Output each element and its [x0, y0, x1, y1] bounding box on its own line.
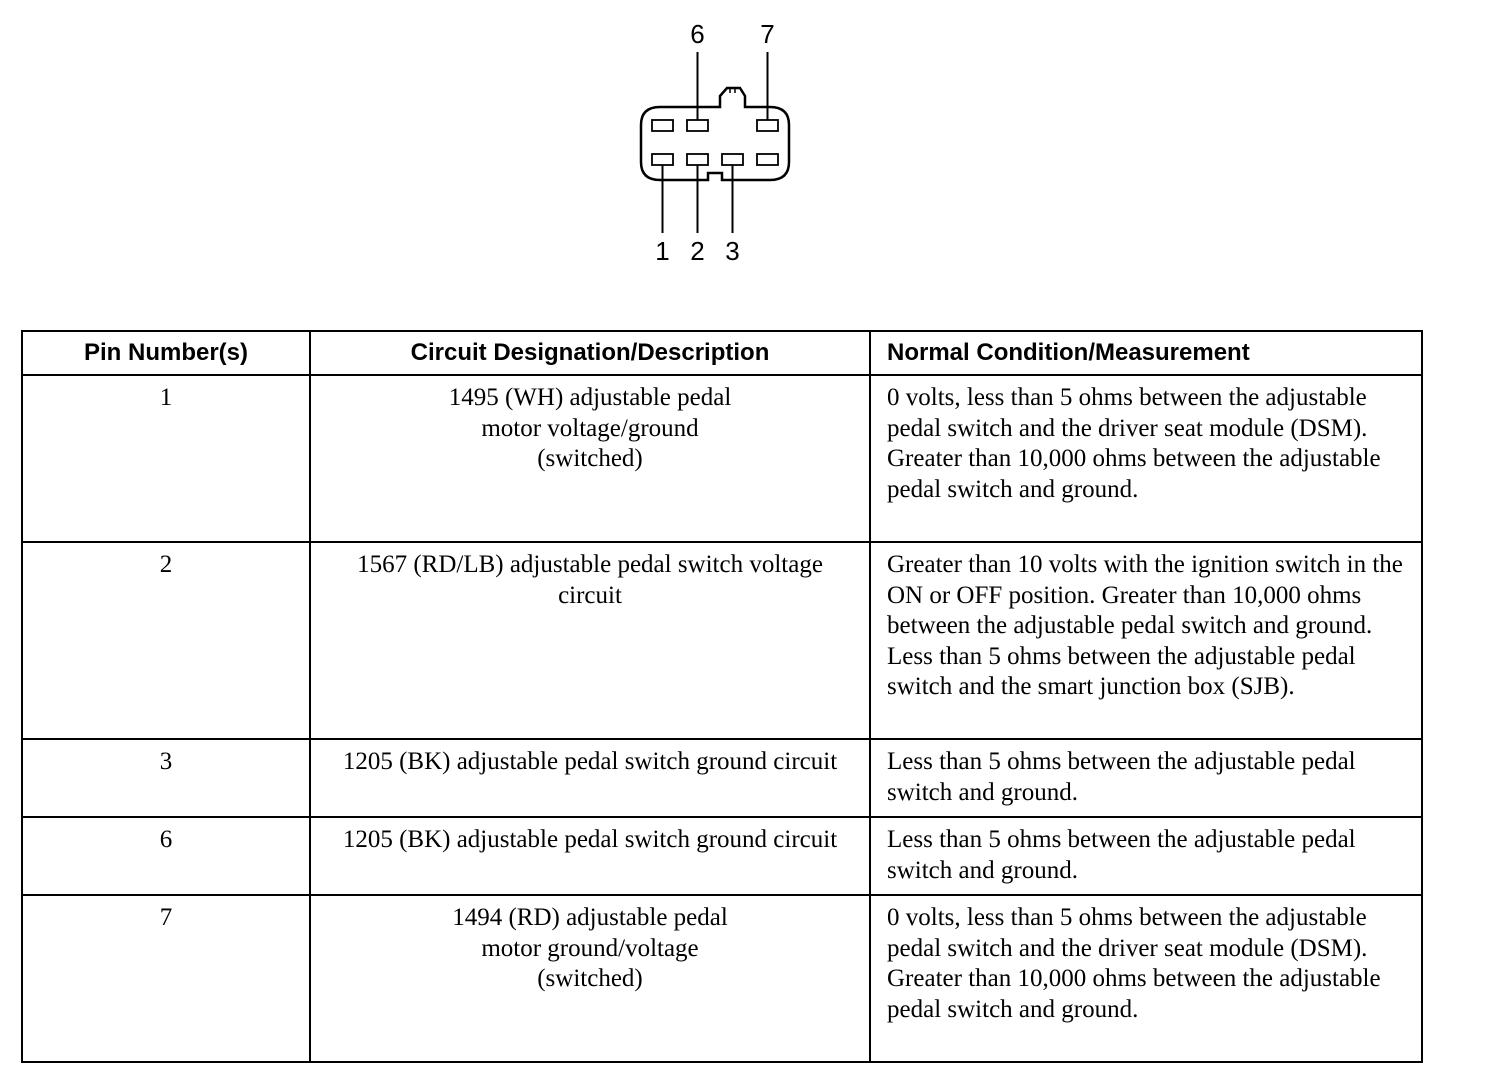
pin-cavity-7 — [757, 120, 778, 131]
header-pin-numbers: Pin Number(s) — [22, 331, 310, 375]
circuit-cell: 1205 (BK) adjustable pedal switch ground circuit — [310, 817, 870, 895]
table-header-row — [22, 331, 1422, 375]
condition-cell: 0 volts, less than 5 ohms between the adjustable pedal switch and the driver seat module (DSM). Greater than 10,000 ohms between the adjustable pedal switch and ground. — [870, 375, 1422, 542]
pin-label-6: 6 — [690, 19, 705, 49]
circuit-cell: 1495 (WH) adjustable pedal motor voltage/ground (switched) — [310, 375, 870, 542]
pin-cavity — [652, 120, 673, 131]
pin-cavity-3 — [722, 154, 743, 165]
header-normal-condition: Normal Condition/Measurement — [870, 331, 1422, 375]
table-row — [22, 739, 1422, 817]
condition-cell: Less than 5 ohms between the adjustable pedal switch and ground. — [870, 739, 1422, 817]
circuit-cell: 1205 (BK) adjustable pedal switch ground circuit — [310, 739, 870, 817]
pin-number-cell: 1 — [22, 375, 310, 542]
pinout-table — [21, 330, 1423, 1063]
pin-number-cell: 7 — [22, 895, 310, 1062]
pin-cavity-2 — [687, 154, 708, 165]
pin-number-cell: 6 — [22, 817, 310, 895]
condition-cell: Greater than 10 volts with the ignition switch in the ON or OFF position. Greater than 10,000 ohms between the adjustable pedal switch and ground. Less than 5 ohms between the adjustable pedal switch and the smart junction box (SJB). — [870, 542, 1422, 739]
condition-cell: Less than 5 ohms between the adjustable pedal switch and ground. — [870, 817, 1422, 895]
pin-cavity-1 — [652, 154, 673, 165]
pin-number-cell: 2 — [22, 542, 310, 739]
pin-label-2: 2 — [690, 236, 705, 266]
pin-label-1: 1 — [655, 236, 670, 266]
circuit-cell: 1567 (RD/LB) adjustable pedal switch voltage circuit — [310, 542, 870, 739]
pin-number-cell: 3 — [22, 739, 310, 817]
header-circuit-designation: Circuit Designation/Description — [310, 331, 870, 375]
condition-cell: 0 volts, less than 5 ohms between the adjustable pedal switch and the driver seat module (DSM). Greater than 10,000 ohms between the adjustable pedal switch and ground. — [870, 895, 1422, 1062]
table-row — [22, 542, 1422, 739]
circuit-cell: 1494 (RD) adjustable pedal motor ground/voltage (switched) — [310, 895, 870, 1062]
pin-cavity-6 — [687, 120, 708, 131]
connector-diagram — [0, 0, 1504, 290]
table-row — [22, 375, 1422, 542]
pin-label-3: 3 — [725, 236, 740, 266]
table-row — [22, 895, 1422, 1062]
pin-label-7: 7 — [760, 19, 775, 49]
table-row — [22, 817, 1422, 895]
pin-cavity — [757, 154, 778, 165]
